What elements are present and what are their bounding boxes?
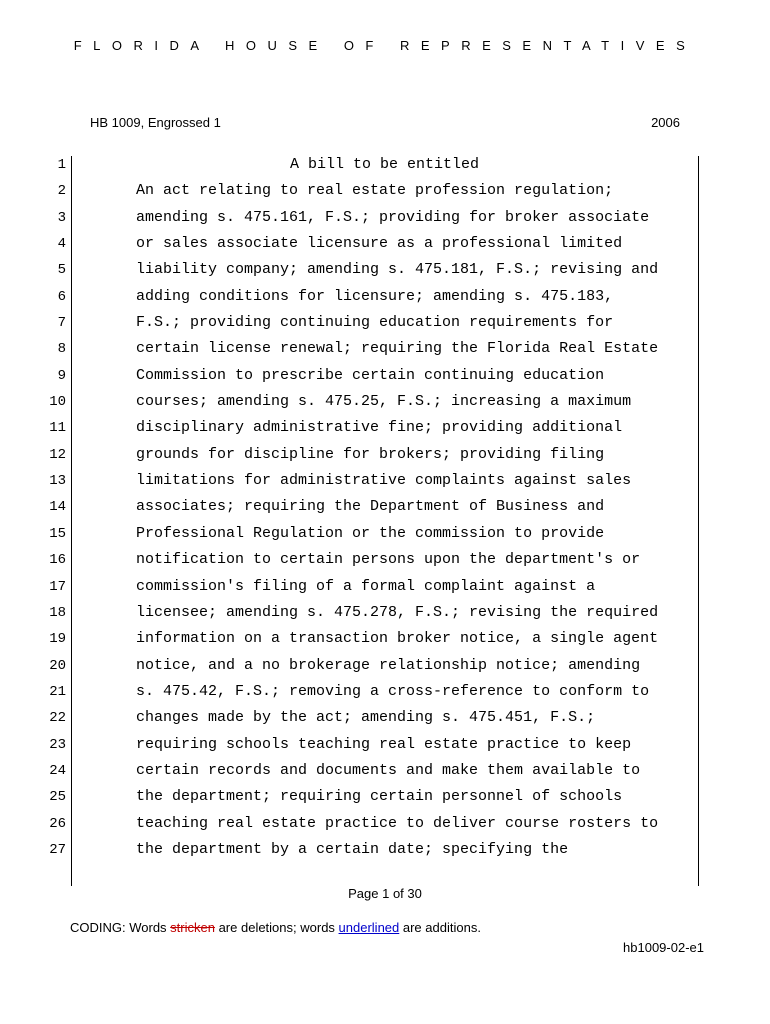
bill-line — [0, 178, 770, 204]
line-number: 4 — [57, 236, 66, 253]
bill-line — [0, 837, 770, 863]
line-text: notice, and a no brokerage relationship notice; amending — [136, 656, 641, 674]
line-number: 19 — [49, 631, 66, 648]
line-text: licensee; amending s. 475.278, F.S.; revising the required — [136, 603, 659, 621]
coding-legend — [70, 920, 481, 935]
line-text: s. 475.42, F.S.; removing a cross-reference to conform to — [136, 682, 650, 700]
bill-line — [0, 363, 770, 389]
line-number: 12 — [49, 446, 66, 463]
line-text: or sales associate licensure as a professional limited — [136, 235, 623, 253]
line-number: 13 — [49, 473, 66, 490]
bill-line — [0, 705, 770, 731]
line-number: 1 — [57, 157, 66, 173]
bill-line — [0, 600, 770, 626]
line-number: 14 — [49, 499, 66, 516]
coding-middle: are deletions; words — [214, 920, 339, 935]
line-text: disciplinary administrative fine; providing additional — [136, 419, 623, 437]
line-text: limitations for administrative complaints against sales — [136, 472, 632, 490]
document-id: hb1009-02-e1 — [623, 940, 704, 955]
line-number: 10 — [49, 394, 66, 411]
line-number: 11 — [49, 420, 66, 437]
line-number: 18 — [49, 604, 66, 621]
line-number: 20 — [49, 657, 66, 674]
bill-year: 2006 — [651, 115, 680, 130]
line-text: commission's filing of a formal complaint against a — [136, 577, 596, 595]
line-number: 22 — [49, 710, 66, 727]
coding-prefix: CODING: Words — [70, 920, 171, 935]
line-number: 26 — [49, 815, 66, 832]
bill-line — [0, 415, 770, 441]
bill-line — [0, 547, 770, 573]
bill-line — [0, 574, 770, 600]
bill-id: HB 1009, Engrossed 1 — [90, 115, 221, 130]
bill-line — [0, 310, 770, 336]
line-number: 5 — [57, 262, 66, 279]
bill-line — [0, 784, 770, 810]
line-text: F.S.; providing continuing education requirements for — [136, 314, 614, 332]
bill-line — [0, 257, 770, 283]
line-text: information on a transaction broker notice, a single agent — [136, 630, 659, 648]
page-number: Page 1 of 30 — [348, 886, 422, 901]
line-number: 2 — [57, 183, 66, 200]
line-number: 3 — [57, 209, 66, 226]
bill-line — [0, 811, 770, 837]
line-text: the department; requiring certain personnel of schools — [136, 788, 623, 806]
bill-text — [0, 152, 770, 863]
bill-heading: A bill to be entitled — [290, 156, 480, 173]
bill-line — [0, 231, 770, 257]
line-text: amending s. 475.161, F.S.; providing for broker associate — [136, 208, 650, 226]
line-text: notification to certain persons upon the department's or — [136, 551, 641, 569]
bill-line — [0, 626, 770, 652]
bill-line — [0, 389, 770, 415]
line-number: 17 — [49, 578, 66, 595]
bill-line — [0, 521, 770, 547]
line-number: 9 — [57, 367, 66, 384]
bill-line — [0, 442, 770, 468]
line-number: 16 — [49, 552, 66, 569]
bill-line — [0, 494, 770, 520]
line-number: 27 — [49, 841, 66, 858]
line-text: certain records and documents and make them available to — [136, 761, 641, 779]
line-text: teaching real estate practice to deliver course rosters to — [136, 814, 659, 832]
bill-line — [0, 205, 770, 231]
coding-underlined-word: underlined — [338, 920, 400, 935]
line-number: 24 — [49, 762, 66, 779]
bill-line — [0, 336, 770, 362]
line-number: 25 — [49, 789, 66, 806]
line-text: the department by a certain date; specifying the — [136, 840, 569, 858]
line-number: 8 — [57, 341, 66, 358]
line-number: 23 — [49, 736, 66, 753]
line-text: changes made by the act; amending s. 475.451, F.S.; — [136, 709, 596, 727]
line-number: 21 — [49, 683, 66, 700]
line-number: 7 — [57, 315, 66, 332]
bill-line — [0, 758, 770, 784]
line-text: courses; amending s. 475.25, F.S.; increasing a maximum — [136, 393, 632, 411]
line-text: Commission to prescribe certain continuing education — [136, 366, 605, 384]
bill-line — [0, 284, 770, 310]
line-number: 6 — [57, 288, 66, 305]
line-text: liability company; amending s. 475.181, F.S.; revising and — [136, 261, 659, 279]
line-text: adding conditions for licensure; amending s. 475.183, — [136, 287, 614, 305]
coding-suffix: are additions. — [399, 920, 481, 935]
line-text: An act relating to real estate profession regulation; — [136, 182, 614, 200]
line-text: certain license renewal; requiring the Florida Real Estate — [136, 340, 659, 358]
bill-line — [0, 653, 770, 679]
line-number: 15 — [49, 525, 66, 542]
page-header-title: FLORIDA HOUSE OF REPRESENTATIVES — [73, 38, 697, 53]
bill-line — [0, 679, 770, 705]
line-text: Professional Regulation or the commission to provide — [136, 524, 605, 542]
coding-stricken-word: stricken — [170, 920, 215, 935]
bill-line — [0, 732, 770, 758]
line-text: associates; requiring the Department of Business and — [136, 498, 605, 516]
line-text: grounds for discipline for brokers; providing filing — [136, 445, 605, 463]
bill-line — [0, 468, 770, 494]
bill-line — [0, 152, 770, 178]
line-text: requiring schools teaching real estate practice to keep — [136, 735, 632, 753]
